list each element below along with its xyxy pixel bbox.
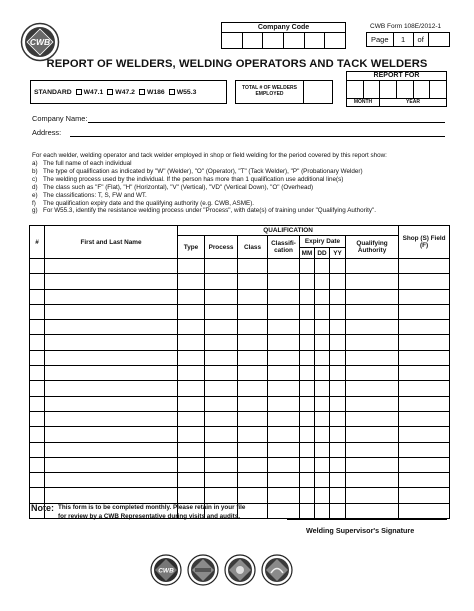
table-row <box>30 350 450 365</box>
table-row <box>30 473 450 488</box>
table-cell[interactable] <box>268 411 300 426</box>
table-cell[interactable] <box>330 259 346 274</box>
col-shop-header: Shop (S) Field (F) <box>399 226 450 259</box>
address-field[interactable] <box>70 136 445 137</box>
table-cell[interactable] <box>30 457 45 472</box>
company-code-label: Company Code <box>221 22 346 32</box>
table-row <box>30 396 450 411</box>
table-cell[interactable] <box>238 427 268 442</box>
table-cell[interactable] <box>300 366 315 381</box>
month-label: MONTH <box>347 99 380 106</box>
table-cell[interactable] <box>315 320 330 335</box>
table-cell[interactable] <box>346 457 399 472</box>
table-row <box>30 259 450 274</box>
table-cell[interactable] <box>45 335 178 350</box>
table-cell[interactable] <box>30 427 45 442</box>
table-cell[interactable] <box>45 259 178 274</box>
table-cell[interactable] <box>178 289 205 304</box>
table-cell[interactable] <box>30 442 45 457</box>
table-cell[interactable] <box>300 411 315 426</box>
cwb-international-logo-icon <box>224 554 256 586</box>
table-cell[interactable] <box>178 411 205 426</box>
table-cell[interactable] <box>300 274 315 289</box>
table-cell[interactable] <box>300 320 315 335</box>
table-cell[interactable] <box>178 473 205 488</box>
table-cell[interactable] <box>330 427 346 442</box>
year-label: YEAR <box>406 99 420 105</box>
table-cell[interactable] <box>205 304 238 319</box>
table-cell[interactable] <box>268 304 300 319</box>
table-cell[interactable] <box>300 350 315 365</box>
table-cell[interactable] <box>30 335 45 350</box>
table-cell[interactable] <box>45 320 178 335</box>
checkbox-icon[interactable] <box>139 89 145 95</box>
table-cell[interactable] <box>238 488 268 503</box>
table-cell[interactable] <box>45 381 178 396</box>
table-row <box>30 366 450 381</box>
table-cell[interactable] <box>45 304 178 319</box>
table-cell[interactable] <box>300 396 315 411</box>
table-cell[interactable] <box>346 320 399 335</box>
signature-field[interactable] <box>287 519 447 520</box>
table-cell[interactable] <box>399 442 450 457</box>
table-cell[interactable] <box>315 381 330 396</box>
col-dd-header: DD <box>315 248 330 259</box>
table-cell[interactable] <box>178 457 205 472</box>
table-cell[interactable] <box>178 381 205 396</box>
table-cell[interactable] <box>205 350 238 365</box>
table-row <box>30 320 450 335</box>
col-authority-header: Qualifying Authority <box>346 236 399 259</box>
table-cell[interactable] <box>346 473 399 488</box>
table-cell[interactable] <box>300 381 315 396</box>
company-code-boxes[interactable] <box>221 32 346 49</box>
table-cell[interactable] <box>178 488 205 503</box>
table-cell[interactable] <box>399 289 450 304</box>
col-class-header: Class <box>238 236 268 259</box>
table-cell[interactable] <box>268 320 300 335</box>
table-cell[interactable] <box>399 335 450 350</box>
table-cell[interactable] <box>300 488 315 503</box>
table-cell[interactable] <box>346 259 399 274</box>
table-cell[interactable] <box>300 259 315 274</box>
table-cell[interactable] <box>178 259 205 274</box>
page-title: REPORT OF WELDERS, WELDING OPERATORS AND TACK WELDERS <box>46 58 428 70</box>
table-cell[interactable] <box>45 488 178 503</box>
table-cell[interactable] <box>315 350 330 365</box>
table-cell[interactable] <box>315 457 330 472</box>
table-cell[interactable] <box>178 274 205 289</box>
table-cell[interactable] <box>330 411 346 426</box>
table-cell[interactable] <box>45 411 178 426</box>
table-cell[interactable] <box>45 457 178 472</box>
table-cell[interactable] <box>178 442 205 457</box>
list-item: a) The full name of each individual <box>32 160 132 167</box>
qualification-header: QUALIFICATION <box>178 226 399 236</box>
table-cell[interactable] <box>45 427 178 442</box>
table-cell[interactable] <box>30 350 45 365</box>
table-cell[interactable] <box>205 366 238 381</box>
table-cell[interactable] <box>300 335 315 350</box>
table-cell[interactable] <box>346 503 399 518</box>
table-cell[interactable] <box>205 411 238 426</box>
table-cell[interactable] <box>315 473 330 488</box>
table-cell[interactable] <box>178 366 205 381</box>
table-cell[interactable] <box>30 259 45 274</box>
table-cell[interactable] <box>205 274 238 289</box>
table-cell[interactable] <box>178 427 205 442</box>
table-row <box>30 289 450 304</box>
list-item: d) The class such as "F" (Flat), "H" (Horizontal), "V" (Vertical), "VD" (Vertical Down), "O" (Overhead) <box>32 183 314 191</box>
cwb-education-logo-icon <box>187 554 219 586</box>
table-cell[interactable] <box>315 396 330 411</box>
standard-option-w553[interactable]: W55.3 <box>169 89 197 96</box>
table-cell[interactable] <box>205 289 238 304</box>
instructions-intro: For each welder, welding operator and tack welder employed in shop or field welding for the period covered by this report show: <box>32 152 387 159</box>
table-cell[interactable] <box>205 457 238 472</box>
table-cell[interactable] <box>346 427 399 442</box>
table-cell[interactable] <box>238 259 268 274</box>
table-cell[interactable] <box>330 320 346 335</box>
total-welders-field[interactable] <box>304 81 332 103</box>
company-name-field[interactable] <box>88 122 445 123</box>
table-cell[interactable] <box>330 335 346 350</box>
table-cell[interactable] <box>45 473 178 488</box>
table-cell[interactable] <box>399 411 450 426</box>
table-cell[interactable] <box>30 289 45 304</box>
table-cell[interactable] <box>30 381 45 396</box>
table-cell[interactable] <box>238 335 268 350</box>
table-row <box>30 488 450 503</box>
table-cell[interactable] <box>238 274 268 289</box>
table-cell[interactable] <box>315 274 330 289</box>
page-total-field[interactable] <box>429 33 449 46</box>
table-cell[interactable] <box>268 335 300 350</box>
checkbox-icon[interactable] <box>76 89 82 95</box>
col-number-header: # <box>30 226 45 259</box>
table-cell[interactable] <box>399 259 450 274</box>
table-cell[interactable] <box>238 473 268 488</box>
table-cell[interactable] <box>45 442 178 457</box>
list-item: e) The classifications: T, S, FW and WT. <box>32 191 147 199</box>
table-cell[interactable] <box>268 503 300 518</box>
table-cell[interactable] <box>330 350 346 365</box>
col-name-header: First and Last Name <box>45 226 178 259</box>
table-row <box>30 442 450 457</box>
table-cell[interactable] <box>178 320 205 335</box>
table-cell[interactable] <box>205 320 238 335</box>
table-cell[interactable] <box>346 381 399 396</box>
report-for-boxes[interactable] <box>346 81 447 99</box>
table-cell[interactable] <box>45 366 178 381</box>
table-cell[interactable] <box>45 396 178 411</box>
note-label: Note: <box>31 503 54 513</box>
table-cell[interactable] <box>205 488 238 503</box>
table-cell[interactable] <box>30 473 45 488</box>
table-cell[interactable] <box>30 488 45 503</box>
table-cell[interactable] <box>30 366 45 381</box>
cwb-association-logo-icon <box>261 554 293 586</box>
total-welders-box <box>235 80 333 104</box>
table-cell[interactable] <box>330 381 346 396</box>
table-cell[interactable] <box>315 259 330 274</box>
table-cell[interactable] <box>346 304 399 319</box>
signature-label: Welding Supervisor's Signature <box>306 526 415 535</box>
table-cell[interactable] <box>300 304 315 319</box>
table-cell[interactable] <box>300 503 315 518</box>
cwb-logo-icon <box>20 22 60 62</box>
table-cell[interactable] <box>268 350 300 365</box>
table-cell[interactable] <box>330 396 346 411</box>
table-cell[interactable] <box>30 411 45 426</box>
table-cell[interactable] <box>315 335 330 350</box>
standard-selector <box>30 80 227 104</box>
table-cell[interactable] <box>330 366 346 381</box>
table-cell[interactable] <box>178 350 205 365</box>
table-cell[interactable] <box>399 320 450 335</box>
checkbox-icon[interactable] <box>107 89 113 95</box>
table-cell[interactable] <box>330 442 346 457</box>
table-cell[interactable] <box>300 427 315 442</box>
table-cell[interactable] <box>30 304 45 319</box>
table-cell[interactable] <box>300 289 315 304</box>
table-cell[interactable] <box>346 289 399 304</box>
standard-option-w472[interactable]: W47.2 <box>107 89 135 96</box>
table-cell[interactable] <box>238 381 268 396</box>
table-cell[interactable] <box>330 457 346 472</box>
table-cell[interactable] <box>399 473 450 488</box>
table-cell[interactable] <box>268 457 300 472</box>
table-row <box>30 381 450 396</box>
table-cell[interactable] <box>45 274 178 289</box>
table-cell[interactable] <box>268 289 300 304</box>
table-cell[interactable] <box>205 259 238 274</box>
table-cell[interactable] <box>399 503 450 518</box>
table-cell[interactable] <box>238 366 268 381</box>
table-cell[interactable] <box>346 411 399 426</box>
table-cell[interactable] <box>315 442 330 457</box>
total-welders-label: TOTAL # OF WELDERS EMPLOYED <box>236 81 304 103</box>
table-cell[interactable] <box>268 366 300 381</box>
table-cell[interactable] <box>330 304 346 319</box>
table-cell[interactable] <box>45 289 178 304</box>
table-cell[interactable] <box>399 304 450 319</box>
table-cell[interactable] <box>300 442 315 457</box>
table-cell[interactable] <box>346 366 399 381</box>
table-cell[interactable] <box>205 335 238 350</box>
report-for-label: REPORT FOR <box>346 71 447 81</box>
address-label: Address: <box>32 128 62 137</box>
table-cell[interactable] <box>315 427 330 442</box>
table-cell[interactable] <box>238 320 268 335</box>
standard-option-w186[interactable]: W186 <box>139 89 165 96</box>
report-for-sublabels <box>346 99 447 107</box>
table-cell[interactable] <box>346 442 399 457</box>
table-cell[interactable] <box>315 411 330 426</box>
col-yy-header: YY <box>330 248 346 259</box>
table-cell[interactable] <box>238 289 268 304</box>
col-classification-header: Classifi-cation <box>268 236 300 259</box>
table-cell[interactable] <box>268 488 300 503</box>
table-cell[interactable] <box>315 503 330 518</box>
table-cell[interactable] <box>268 274 300 289</box>
list-item: b) The type of qualification as indicated by "W" (Welder), "O" (Operator), "T" (Tack Welder), "P" (Probationary Welder) <box>32 167 363 175</box>
table-cell[interactable] <box>330 503 346 518</box>
table-cell[interactable] <box>268 396 300 411</box>
table-cell[interactable] <box>268 381 300 396</box>
table-row <box>30 274 450 289</box>
table-cell[interactable] <box>330 274 346 289</box>
welders-table <box>29 225 450 519</box>
table-cell[interactable] <box>346 274 399 289</box>
table-cell[interactable] <box>268 259 300 274</box>
standard-label: STANDARD <box>34 88 72 96</box>
col-process-header: Process <box>205 236 238 259</box>
checkbox-icon[interactable] <box>169 89 175 95</box>
company-name-label: Company Name: <box>32 114 88 123</box>
table-cell[interactable] <box>268 427 300 442</box>
table-cell[interactable] <box>238 396 268 411</box>
table-cell[interactable] <box>315 488 330 503</box>
footer-logos <box>150 554 293 586</box>
table-cell[interactable] <box>30 320 45 335</box>
table-cell[interactable] <box>205 473 238 488</box>
table-cell[interactable] <box>268 442 300 457</box>
table-cell[interactable] <box>399 396 450 411</box>
col-mm-header: MM <box>300 248 315 259</box>
table-cell[interactable] <box>330 473 346 488</box>
table-cell[interactable] <box>330 488 346 503</box>
table-cell[interactable] <box>399 427 450 442</box>
standard-option-w471[interactable]: W47.1 <box>76 89 104 96</box>
list-item: c) The welding process used by the individual. If the person has more than 1 qualification use additional line(s) <box>32 175 344 183</box>
table-cell[interactable] <box>238 411 268 426</box>
table-row <box>30 335 450 350</box>
table-cell[interactable] <box>315 289 330 304</box>
table-cell[interactable] <box>346 350 399 365</box>
table-cell[interactable] <box>300 457 315 472</box>
table-cell[interactable] <box>300 473 315 488</box>
table-row <box>30 457 450 472</box>
table-row <box>30 427 450 442</box>
table-cell[interactable] <box>399 274 450 289</box>
table-cell[interactable] <box>178 335 205 350</box>
table-cell[interactable] <box>315 366 330 381</box>
list-item: g) For W55.3, identify the resistance welding process under "Process", with date(s) of training under "Qualifying Authority". <box>32 207 377 215</box>
table-cell[interactable] <box>268 473 300 488</box>
table-cell[interactable] <box>399 457 450 472</box>
table-cell[interactable] <box>30 274 45 289</box>
table-cell[interactable] <box>238 350 268 365</box>
table-row <box>30 411 450 426</box>
table-cell[interactable] <box>45 350 178 365</box>
table-cell[interactable] <box>330 289 346 304</box>
col-type-header: Type <box>178 236 205 259</box>
svg-text:CWB: CWB <box>158 567 174 575</box>
table-cell[interactable] <box>205 427 238 442</box>
table-cell[interactable] <box>315 304 330 319</box>
table-cell[interactable] <box>399 366 450 381</box>
table-cell[interactable] <box>205 442 238 457</box>
table-cell[interactable] <box>238 304 268 319</box>
list-item: f) The qualification expiry date and the qualifying authority (e.g. CWB, ASME). <box>32 199 255 207</box>
cwb-logo-icon <box>150 554 182 586</box>
note-text: This form is to be completed monthly. Please retain in your file for review by a CWB Representative during visits and audits. <box>58 504 246 520</box>
table-cell[interactable] <box>30 396 45 411</box>
table-cell[interactable] <box>346 396 399 411</box>
table-cell[interactable] <box>178 396 205 411</box>
page-indicator <box>366 32 450 47</box>
table-cell[interactable] <box>205 396 238 411</box>
page-label: Page <box>367 33 394 46</box>
table-cell[interactable] <box>178 304 205 319</box>
table-cell[interactable] <box>399 350 450 365</box>
table-cell[interactable] <box>238 442 268 457</box>
table-cell[interactable] <box>346 335 399 350</box>
logo-text: CWB <box>29 37 51 47</box>
of-label: of <box>414 33 429 46</box>
page-number[interactable]: 1 <box>394 33 414 46</box>
col-expiry-header: Expiry Date <box>300 236 346 248</box>
instructions-list <box>32 160 376 215</box>
table-row <box>30 304 450 319</box>
table-cell[interactable] <box>399 381 450 396</box>
form-number: CWB Form 108E/2012-1 <box>370 23 442 30</box>
table-cell[interactable] <box>205 381 238 396</box>
table-cell[interactable] <box>399 488 450 503</box>
table-cell[interactable] <box>238 457 268 472</box>
table-cell[interactable] <box>346 488 399 503</box>
